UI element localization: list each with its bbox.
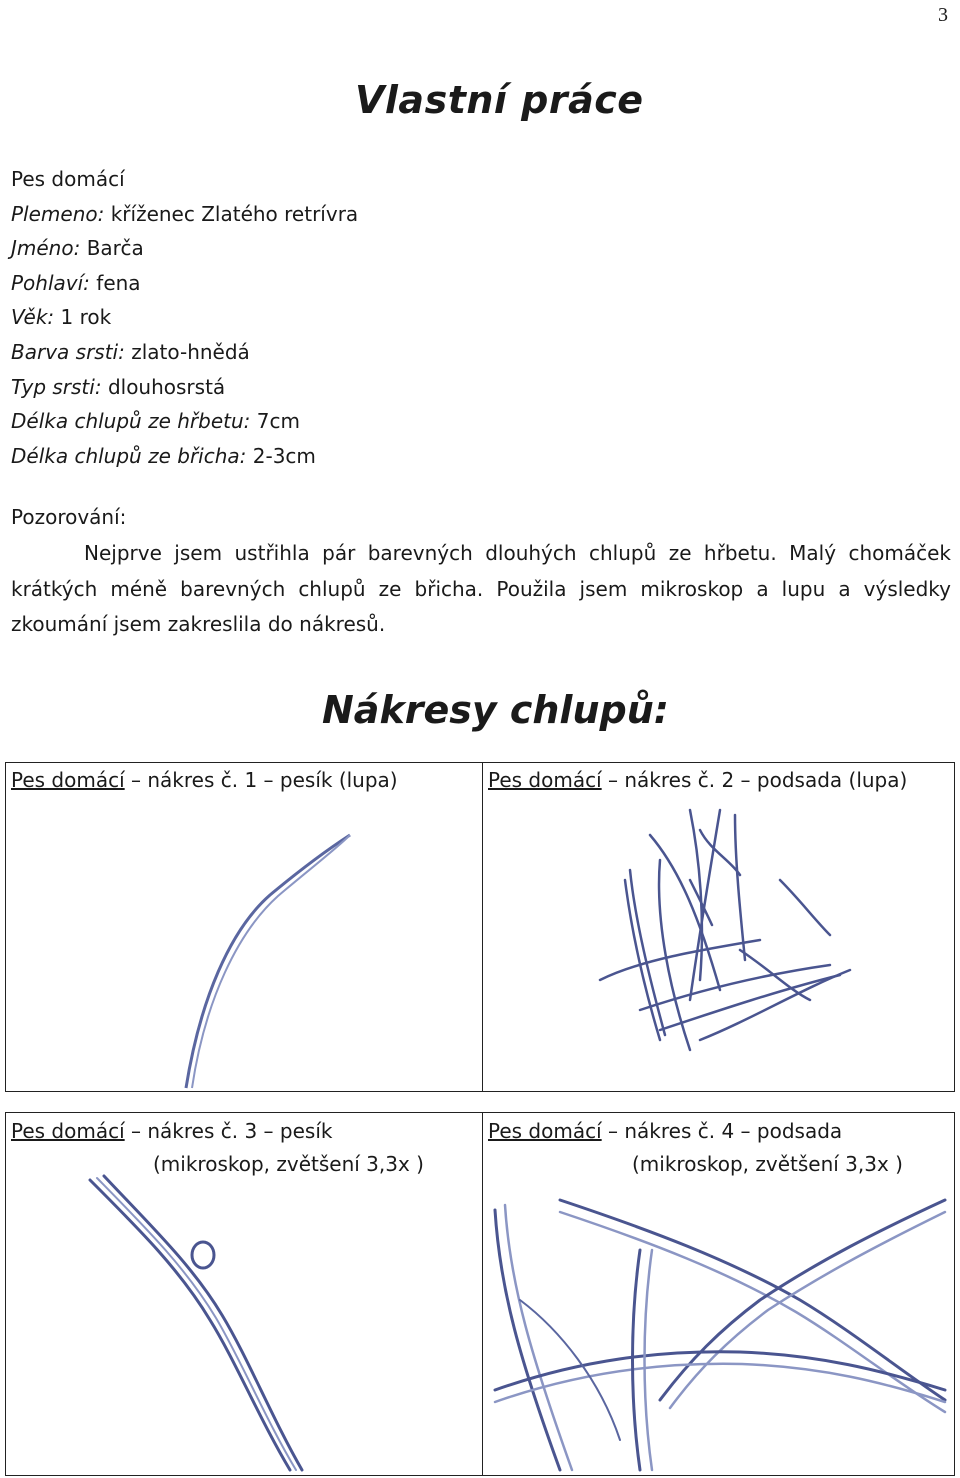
field-label: Plemeno: bbox=[11, 201, 105, 226]
species-name: Pes domácí bbox=[488, 1119, 602, 1143]
drawing-subcaption-3: (mikroskop, zvětšení 3,3x ) bbox=[153, 1152, 424, 1176]
observation-heading: Pozorování: bbox=[11, 505, 127, 529]
field-value: 2-3cm bbox=[252, 443, 316, 468]
field-label: Jméno: bbox=[11, 236, 81, 261]
drawing-title: – nákres č. 1 – pesík (lupa) bbox=[124, 768, 398, 792]
page-title: Vlastní práce bbox=[355, 78, 644, 122]
observation-text: Nejprve jsem ustřihla pár barevných dlouhých chlupů ze hřbetu. Malý chomáček krátkých méně barevných chlupů ze břicha. Použila jsem mikroskop a lupu a výsledky zkoumání jsem zakreslila do nákresů. bbox=[11, 541, 951, 636]
drawing-title: – nákres č. 4 – podsada bbox=[601, 1119, 843, 1143]
page-number: 3 bbox=[938, 4, 948, 26]
field-value: fena bbox=[96, 270, 141, 295]
drawing-title: – nákres č. 3 – pesík bbox=[124, 1119, 333, 1143]
field-value: kříženec Zlatého retrívra bbox=[110, 201, 359, 226]
drawing-title: – nákres č. 2 – podsada (lupa) bbox=[601, 768, 908, 792]
species-name: Pes domácí bbox=[11, 1119, 125, 1143]
drawing-subcaption-4: (mikroskop, zvětšení 3,3x ) bbox=[632, 1152, 903, 1176]
field-value: dlouhosrstá bbox=[107, 374, 226, 399]
field-value: zlato-hnědá bbox=[131, 339, 250, 364]
field-value: 1 rok bbox=[60, 305, 112, 330]
field-label: Věk: bbox=[11, 305, 55, 330]
field-label: Barva srsti: bbox=[11, 339, 125, 364]
field-label: Délka chlupů ze hřbetu: bbox=[11, 409, 251, 434]
field-value: 7cm bbox=[256, 409, 300, 434]
field-label: Pohlaví: bbox=[11, 270, 90, 295]
species-name: Pes domácí bbox=[11, 768, 125, 792]
profile-heading: Pes domácí bbox=[11, 167, 125, 191]
field-label: Typ srsti: bbox=[11, 374, 102, 399]
field-value: Barča bbox=[86, 236, 144, 261]
field-label: Délka chlupů ze břicha: bbox=[11, 443, 247, 468]
species-name: Pes domácí bbox=[488, 768, 602, 792]
drawings-title: Nákresy chlupů: bbox=[322, 688, 669, 732]
